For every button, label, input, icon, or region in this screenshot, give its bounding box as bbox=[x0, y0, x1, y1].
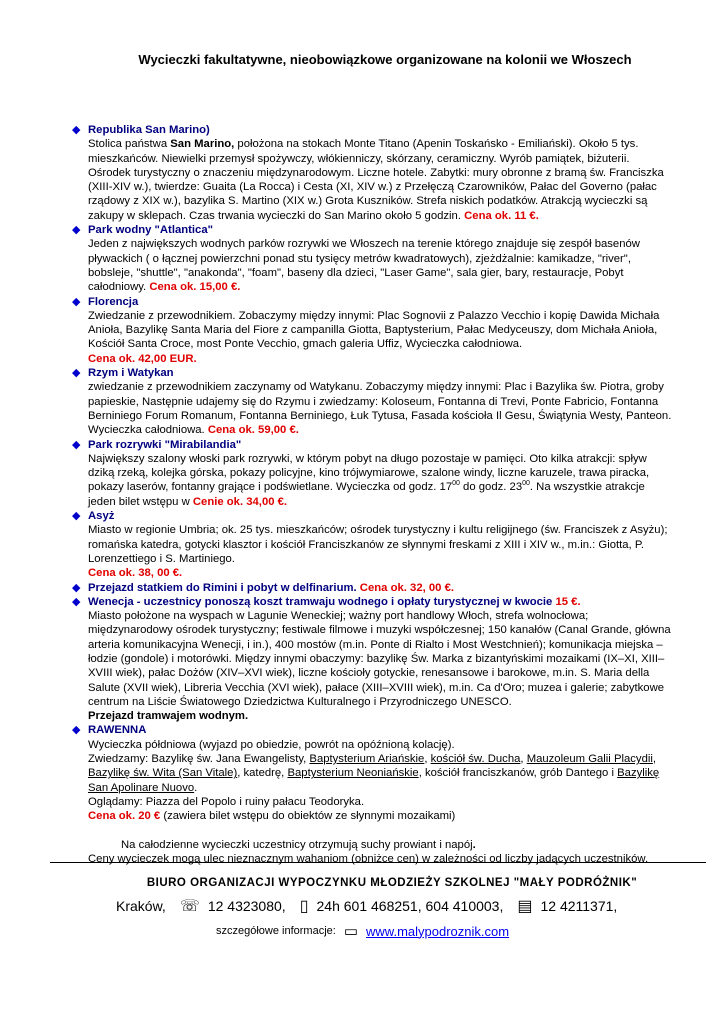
sight-link[interactable]: Bazylikę św. Wita (San Vitale) bbox=[88, 767, 238, 780]
item-price-line: Cena ok. 20 € (zawiera bilet wstępu do obiektów ze słynnymi mozaikami) bbox=[88, 810, 456, 823]
item-title: RAWENNA bbox=[88, 724, 147, 737]
diamond-bullet-icon: ◆ bbox=[72, 595, 81, 608]
footer-organization: BIURO ORGANIZACJI WYPOCZYNKU MŁODZIEŻY SZKOLNEJ "MAŁY PODRÓŻNIK" bbox=[146, 877, 638, 889]
diamond-bullet-icon: ◆ bbox=[72, 724, 81, 737]
footer-contact bbox=[116, 896, 617, 916]
excursion-list bbox=[72, 123, 672, 866]
list-item bbox=[72, 723, 672, 823]
footer-phone[interactable]: 12 4323080, bbox=[207, 898, 286, 914]
price: Cena ok. 59,00 €. bbox=[207, 424, 299, 437]
item-title: Rzym i Watykan bbox=[88, 367, 174, 380]
list-item bbox=[72, 366, 672, 437]
item-title: Republika San Marino) bbox=[88, 124, 210, 136]
diamond-bullet-icon: ◆ bbox=[72, 367, 81, 380]
footer-mobile[interactable]: 24h 601 468251, 604 410003, bbox=[316, 898, 504, 914]
price: Cena ok. 20 € bbox=[88, 810, 161, 823]
diamond-bullet-icon: ◆ bbox=[72, 124, 81, 136]
item-title: Florencja bbox=[88, 295, 139, 308]
price: Cena ok. 11 €. bbox=[464, 209, 539, 222]
footer-fax[interactable]: 12 4211371, bbox=[540, 898, 618, 914]
price: Cena ok. 15,00 €. bbox=[149, 281, 241, 294]
list-item bbox=[72, 295, 672, 366]
item-title: Wenecja - uczestnicy ponoszą koszt tramwaju wodnego i opłaty turystycznej w kwocie bbox=[88, 595, 553, 608]
diamond-bullet-icon: ◆ bbox=[72, 581, 81, 594]
list-item bbox=[72, 123, 672, 223]
item-title: Asyż bbox=[88, 510, 115, 523]
item-title: Przejazd statkiem do Rimini i pobyt w delfinarium. bbox=[88, 581, 357, 594]
price: 15 €. bbox=[552, 595, 581, 608]
note-line: Na całodzienne wycieczki uczestnicy otrzymują suchy prowiant i napój bbox=[121, 838, 473, 851]
item-description: Stolica państwa San Marino, położona na stokach Monte Titano (Apenin Toskańsko - Emiliański). Około 5 tys. mieszkańców. Niewielki przemysł spożywczy, włókienniczy, skórzany, ceramiczny. Wyrób pamiątek, biżuterii. Ośrodek turystyczny o znaczeniu międzynarodowym. Liczne hotele. Zabytki: mury obronne z bramą św. Franciszka (XIII-XIV w.), twierdze: Guaita (La Rocca) i Cesta (XI, XIV w.) z Przełęczą Czarowników, Pałac del Governo (pałac rządowy z XIX w.), bazylika S. Martino (XIX w.) Grota Kuszników. Strefa niskich podatków. Atrakcją wycieczki są zakupy w sklepach. Czas trwania wycieczki do San Marino około 5 godzin. Cena ok. 11 €. bbox=[88, 138, 664, 222]
sight-link[interactable]: Baptysterium Ariańskie bbox=[309, 753, 425, 766]
item-title: Park rozrywki "Mirabilandia" bbox=[88, 438, 242, 451]
list-item bbox=[72, 223, 672, 294]
item-description: Miasto położone na wyspach w Lagunie Weneckiej; ważny port handlowy Włoch, strefa wolnocłowa; międzynarodowy ośrodek turystyczny; festiwale filmowe i muzyki współczesnej; 150 kanałów (Canal Grande, główna arteria komunikacyjna Wenecji, i in.), 400 mostów (m.in. Ponte di Rialto i Most Westchnień); komunikacja miejska – łodzie (gondole) i motorówki. Między innymi obaczymy: bazylikę Św. Marka z bizantyńskimi mozaikami (IX–XI, XIII–XVIII wiek), pałac Dożów (XIV–XVI wiek), liczne kościoły gotyckie, renesansowe i barokowe, m.in. S. Maria della Salute (XVII wiek), Libreria Vecchia (XVI wiek), pałace (XIII–XVIII wiek), m.in. Ca d'Oro; muzea i galerie; zabytkowe centrum na Liście Światowego Dziedzictwa Kulturalnego i Przyrodniczego UNESCO. bbox=[88, 610, 671, 708]
details-label: szczegółowe informacje: bbox=[216, 925, 336, 937]
list-item bbox=[72, 438, 672, 509]
sight-link[interactable]: Mauzoleum Galii Placydii bbox=[526, 753, 653, 766]
diamond-bullet-icon: ◆ bbox=[72, 224, 81, 237]
note-line: Ceny wycieczek mogą ulec nieznacznym wahaniom (obniżce cen) w zależności od liczby jadących uczestników. bbox=[88, 852, 649, 865]
price: Cenie ok. 34,00 €. bbox=[192, 495, 288, 508]
list-item bbox=[72, 595, 672, 724]
footer-city: Kraków, bbox=[116, 898, 166, 914]
price: Cena ok. 32, 00 €. bbox=[356, 581, 455, 594]
list-item bbox=[72, 581, 672, 595]
fax-icon: ▤ bbox=[517, 898, 533, 915]
website-link[interactable]: www.malypodroznik.com bbox=[366, 923, 510, 939]
computer-icon: ▭ bbox=[343, 923, 359, 940]
item-description: Zwiedzanie z przewodnikiem. Zobaczymy między innymi: Plac Sognovii z Palazzo Vecchio i kopię Dawida Michała Anioła, Bazylikę Santa Maria del Fiore z campanilla Giotta, Baptysterium, Pałac Medyceuszy, dom Michała Anioła, Kościół Santa Croce, most Ponte Vecchio, gmach galeria Uffiz, Wycieczka całodniowa. bbox=[88, 309, 660, 351]
mobile-phone-icon: ▯ bbox=[299, 898, 309, 915]
diamond-bullet-icon: ◆ bbox=[72, 438, 81, 451]
telephone-icon: ☏ bbox=[179, 898, 200, 915]
footer-details bbox=[216, 922, 509, 940]
notes: Na całodzienne wycieczki uczestnicy otrzymują suchy prowiant i napój. Ceny wycieczek mogą ulec nieznacznym wahaniom (obniżce cen) w zależności od liczby jadących uczestników. bbox=[88, 838, 649, 865]
diamond-bullet-icon: ◆ bbox=[72, 295, 81, 308]
list-item bbox=[72, 509, 672, 580]
item-sights-extra: Oglądamy: Piazza del Popolo i ruiny pałacu Teodoryka. bbox=[88, 795, 365, 808]
sight-link[interactable]: kościół św. Ducha bbox=[430, 753, 521, 766]
price: Cena ok. 42,00 EUR. bbox=[88, 352, 197, 365]
item-description: Wycieczka półdniowa (wyjazd po obiedzie, powrót na opóźnioną kolację). bbox=[88, 738, 455, 751]
item-description: Jeden z największych wodnych parków rozrywki we Włoszech na terenie którego znajduje się zespół basenów pływackich ( o łącznej powierzchni ponad stu tysięcy metrów kwadratowych), zjeżdżalnie: kamikadze, "river", bobsleje, "shuttle", "anakonda", "foam", baseny dla dzieci, "Laser Game", sala gier, bary, restauracje, Pobyt całodniowy. Cena ok. 15,00 €. bbox=[88, 238, 640, 294]
sight-link[interactable]: Bazylikę San Apolinare Nuovo bbox=[88, 767, 660, 794]
item-description: Największy szalony włoski park rozrywki, w którym pobyt na długo pozostaje w pamięci. Oto kilka atrakcji: spływ dziką rzeką, kolejka górska, pokazy policyjne, kino trójwymiarowe, szalone windy, liczne karuzele, trawa piracka, pokazy laserów, fontanny grające i podświetlane. Wycieczka od godz. $17^{00}$ do godz. $23^{00}$. Na wszystkie atrakcje jeden bilet wstępu w Cenie ok. 34,00 €. bbox=[88, 452, 650, 508]
sight-link[interactable]: Baptysterium Neoniańskie bbox=[287, 767, 419, 780]
item-description: Miasto w regionie Umbria; ok. 25 tys. mieszkańców; ośrodek turystyczny i kultu religijnego (św. Franciszek z Asyżu); romańska katedra, gotycki klasztor i kościół Franciszkanów ze słynnymi freskami z XIII i XIV w., m.in.: Giotta, P. Lorenzettiego i S. Martiniego. bbox=[88, 524, 668, 565]
price: Cena ok. 38, 00 €. bbox=[88, 567, 183, 580]
item-sights: Zwiedzamy: Bazylikę św. Jana Ewangelisty, Baptysterium Ariańskie, kościół św. Ducha, Mauzoleum Galii Placydii, Bazylikę św. Wita (San Vitale), katedrę, Baptysterium Neoniańskie, kościół franciszkanów, grób Dantego i Bazylikę San Apolinare Nuovo. bbox=[88, 753, 660, 794]
item-description: zwiedzanie z przewodnikiem zaczynamy od Watykanu. Zobaczymy między innymi: Plac i Bazylika św. Piotra, groby papieskie, Następnie udajemy się do Rzymu i zwiedzamy: Koloseum, Fontanna di Trevi, Ponte Fabricio, Fontanna Berniniego Forum Romanum, Fontanna Berniniego, Łuk Tytusa, Fasada kościoła Il Gesu, Świątynia Westy, Panteon. Wycieczka całodniowa. Cena ok. 59,00 €. bbox=[88, 381, 672, 437]
item-title: Park wodny "Atlantica" bbox=[88, 224, 213, 237]
footer-divider bbox=[50, 862, 706, 863]
item-note: Przejazd tramwajem wodnym. bbox=[88, 710, 249, 723]
page-title: Wycieczki fakultatywne, nieobowiązkowe organizowane na kolonii we Włoszech bbox=[138, 52, 632, 67]
diamond-bullet-icon: ◆ bbox=[72, 510, 81, 523]
